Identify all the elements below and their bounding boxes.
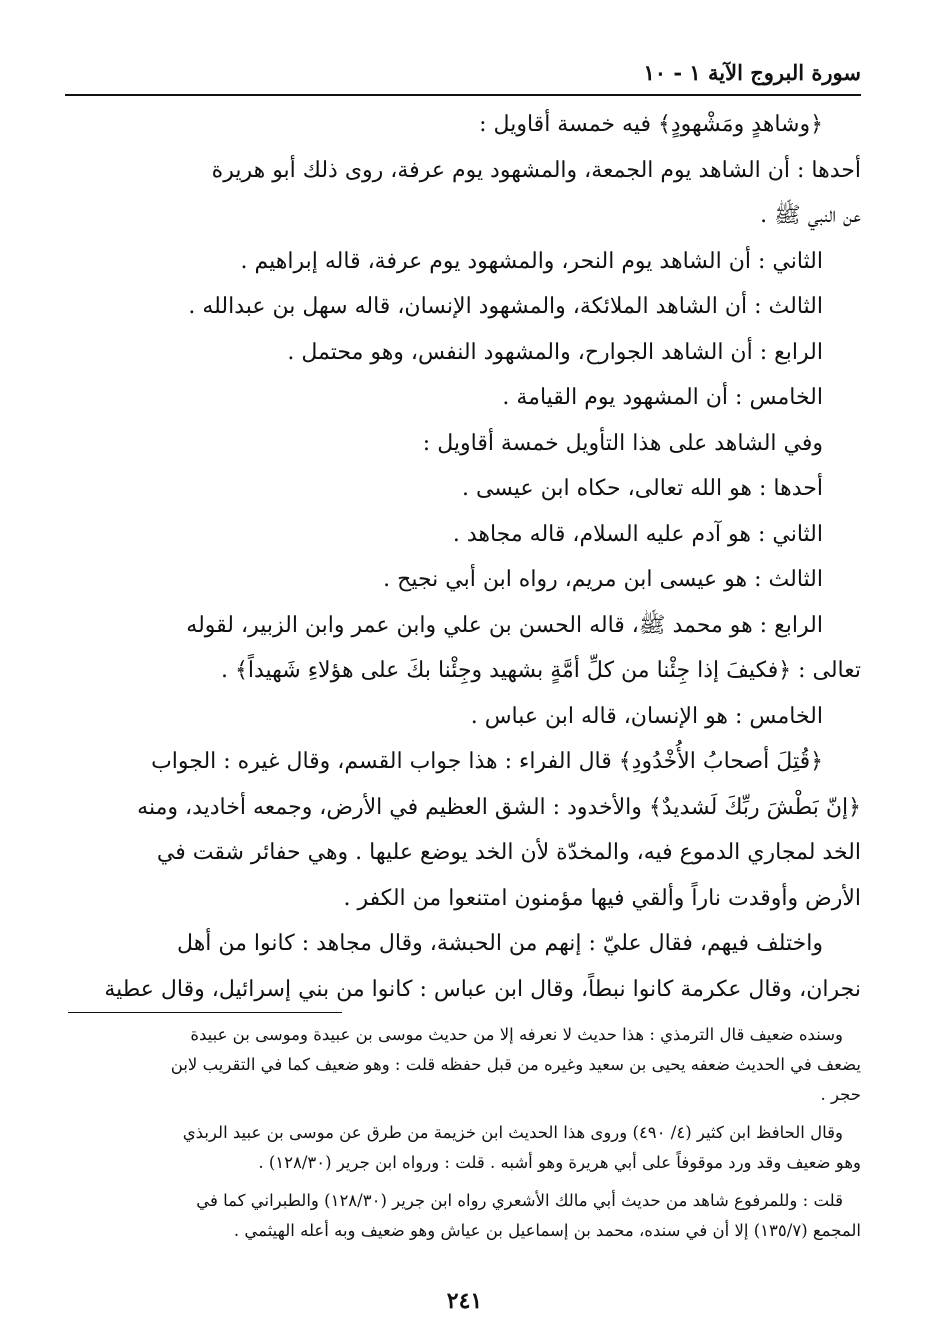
footnote-line: قلت : وللمرفوع شاهد من حديث أبي مالك الأشعري رواه ابن جرير (١٢٨/٣٠) والطبراني كما في	[196, 1191, 843, 1210]
text-line: نجران، وقال عكرمة كانوا نبطاً، وقال ابن عباس : كانوا من بني إسرائيل، وقال عطية	[104, 976, 861, 1002]
text-line: الرابع : أن الشاهد الجوارح، والمشهود النفس، وهو محتمل .	[287, 339, 823, 365]
footnote-line: وسنده ضعيف قال الترمذي : هذا حديث لا نعرفه إلا من حديث موسى بن عبيدة وموسى بن عبيدة	[190, 1025, 843, 1044]
page-number: ٢٤١	[446, 1288, 483, 1314]
footnote-line: المجمع (١٣٥/٧) إلا أن في سنده، محمد بن إسماعيل بن عياش وهو ضعيف وبه أعله الهيثمي .	[233, 1221, 861, 1240]
footnote-line: وقال الحافظ ابن كثير (٤/ ٤٩٠) وروى هذا الحديث ابن خزيمة من طرق عن موسى بن عبيد الربذي	[182, 1123, 843, 1142]
footnote	[65, 1186, 861, 1246]
main-text	[65, 102, 861, 1012]
text-line: تعالى : ﴿فكيفَ إذا جِئْنا من كلِّ أمَّةٍ بشهيد وجِئْنا بكَ على هؤلاءِ شَهيداً﴾ .	[220, 658, 861, 683]
text-line: عن النبي ﷺ .	[760, 203, 861, 228]
header-rule	[65, 94, 861, 96]
footnote-line: حجر .	[820, 1085, 861, 1104]
running-header: سورة البروج الآية ١ - ١٠	[643, 60, 861, 85]
footnotes	[65, 1020, 861, 1254]
text-line: ﴿قُتِلَ أصحابُ الأُخْدُودِ﴾ قال الفراء : هذا جواب القسم، وقال غيره : الجواب	[151, 749, 823, 774]
text-line: وفي الشاهد على هذا التأويل خمسة أقاويل :	[422, 430, 823, 456]
text-line: الثالث : أن الشاهد الملائكة، والمشهود الإنسان، قاله سهل بن عبدالله .	[188, 294, 823, 319]
footnote	[65, 1118, 861, 1178]
text-line: واختلف فيهم، فقال عليّ : إنهم من الحبشة، وقال مجاهد : كانوا من أهل	[177, 931, 823, 956]
text-line: ﴿وشاهدٍ ومَشْهودٍ﴾ فيه خمسة أقاويل :	[479, 112, 823, 137]
text-line: أحدها : أن الشاهد يوم الجمعة، والمشهود يوم عرفة، روى ذلك أبو هريرة	[211, 157, 861, 183]
footnote-line: وهو ضعيف وقد ورد موقوفاً على أبي هريرة وهو أشبه . قلت : ورواه ابن جرير (١٢٨/٣٠) .	[258, 1153, 861, 1172]
text-line: أحدها : هو الله تعالى، حكاه ابن عيسى .	[461, 476, 823, 501]
footnote-separator	[68, 1012, 342, 1013]
text-line: الثاني : هو آدم عليه السلام، قاله مجاهد .	[452, 521, 823, 547]
text-line: الثاني : أن الشاهد يوم النحر، والمشهود يوم عرفة، قاله إبراهيم .	[240, 248, 823, 274]
text-line: الخامس : هو الإنسان، قاله ابن عباس .	[470, 703, 823, 729]
footnote	[65, 1020, 861, 1110]
text-line: الثالث : هو عيسى ابن مريم، رواه ابن أبي نجيح .	[383, 567, 823, 592]
text-line: الخامس : أن المشهود يوم القيامة .	[502, 385, 823, 410]
text-line: الأرض وأوقدت ناراً وألقي فيها مؤمنون امتنعوا من الكفر .	[343, 885, 861, 911]
text-line: الخد لمجاري الدموع فيه، والمخدّة لأن الخد يوضع عليها . وهي حفائر شقت في	[156, 840, 861, 865]
text-line: ﴿إنّ بَطْشَ ربِّكَ لَشديدٌ﴾ والأخدود : الشق العظيم في الأرض، وجمعه أخاديد، ومنه	[137, 794, 861, 820]
text-line: الرابع : هو محمد ﷺ، قاله الحسن بن علي وابن عمر وابن الزبير، لقوله	[186, 612, 823, 638]
footnote-line: يضعف في الحديث ضعفه يحيى بن سعيد وغيره من قبل حفظه قلت : وهو ضعيف كما في التقريب لابن	[170, 1055, 861, 1074]
